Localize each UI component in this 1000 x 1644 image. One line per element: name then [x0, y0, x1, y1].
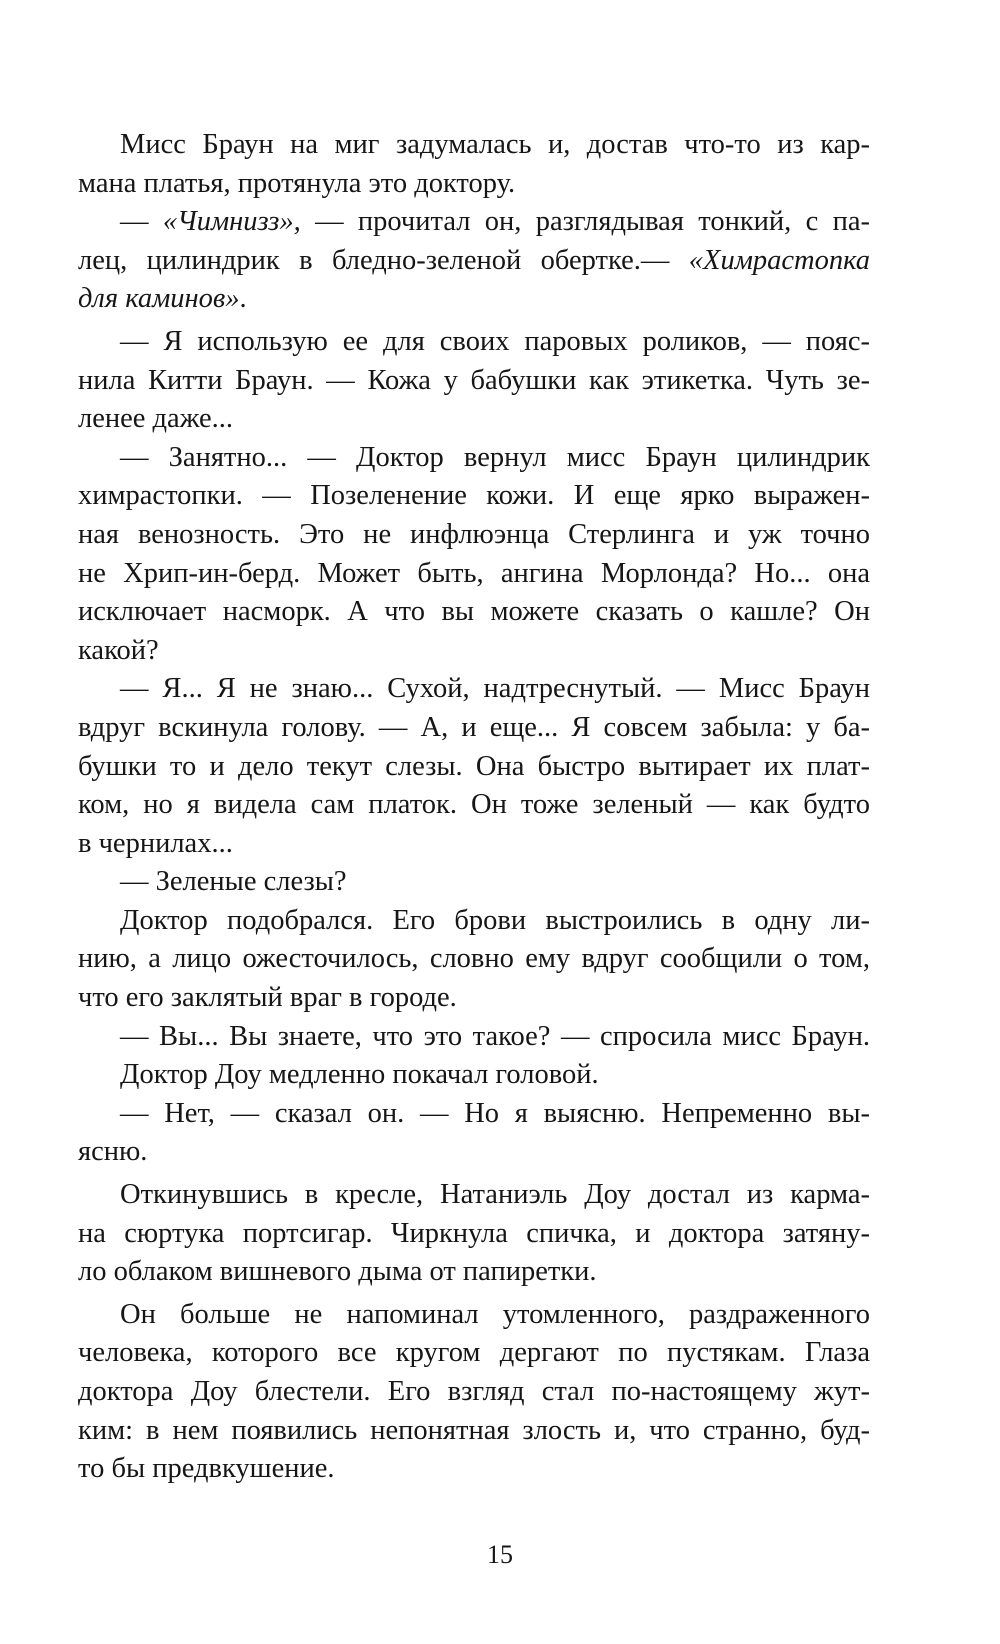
text-line: — Нет, — сказал он. — Но я выясню. Непременно вы-	[120, 1097, 870, 1129]
text-line: в чернилах...	[78, 827, 233, 859]
text-line: ком, но я видела сам платок. Он тоже зеленый — как будто	[78, 789, 870, 821]
text-line: какой?	[78, 634, 159, 666]
text-span: —	[120, 206, 163, 238]
text-line: Доктор Доу медленно покачал головой.	[120, 1059, 599, 1091]
text-line: Он больше не напоминал утомленного, раздраженного	[120, 1298, 870, 1330]
italic-text: «Химрастопка	[688, 244, 870, 276]
text-line	[78, 203, 870, 242]
text-line: — Зеленые слезы?	[120, 866, 347, 898]
text-line: ная венозность. Это не инфлюэнца Стерлинга и уж точно	[78, 518, 870, 550]
italic-text: для каминов»	[78, 283, 240, 315]
italic-text: «Чимнизз»,	[162, 206, 301, 238]
text-line: — Я... Я не знаю... Сухой, надтреснутый. — Мисс Браун	[120, 673, 870, 705]
text-line: нила Китти Браун. — Кожа у бабушки как этикетка. Чуть зе-	[78, 364, 870, 396]
text-line: не Хрип-ин-берд. Может быть, ангина Морлонда? Но... она	[78, 557, 870, 589]
text-line: — Я использую ее для своих паровых роликов, — пояс-	[120, 325, 870, 357]
text-line: ким: в нем появились непонятная злость и, что странно, буд-	[78, 1414, 870, 1446]
text-line: ясню.	[78, 1136, 148, 1168]
text-line: ленее даже...	[78, 403, 234, 435]
text-span: лец, цилиндрик в бледно-зеленой обертке.—	[78, 244, 689, 276]
text-line: исключает насморк. А что вы можете сказать о кашле? Он	[78, 596, 870, 628]
text-line	[78, 280, 870, 319]
text-line: Доктор подобрался. Его брови выстроились в одну ли-	[120, 904, 870, 936]
text-line: мана платья, протянула это доктору.	[78, 167, 516, 199]
text-line: нию, а лицо ожесточилось, словно ему вдруг сообщили о том,	[78, 943, 870, 975]
text-line	[78, 242, 870, 281]
text-line: вдруг вскинула голову. — А, и еще... Я совсем забыла: у ба-	[78, 711, 870, 743]
body-text	[78, 126, 870, 1489]
text-line: ло облаком вишневого дыма от папиретки.	[78, 1256, 597, 1288]
text-line: — Вы... Вы знаете, что это такое? — спросила мисс Браун.	[120, 1020, 870, 1052]
text-line: Мисс Браун на миг задумалась и, достав что-то из кар-	[120, 129, 870, 160]
text-line: доктора Доу блестели. Его взгляд стал по-настоящему жут-	[78, 1376, 870, 1407]
text-line: то бы предвкушение.	[78, 1453, 335, 1485]
text-span: .	[239, 283, 247, 315]
text-span: — прочитал он, разглядывая тонкий, с па-	[300, 206, 870, 238]
text-line: Откинувшись в кресле, Натаниэль Доу достал из карма-	[120, 1179, 870, 1211]
text-line: — Занятно... — Доктор вернул мисс Браун цилиндрик	[120, 441, 870, 473]
text-line: химрастопки. — Позеленение кожи. И еще ярко выражен-	[78, 480, 870, 512]
page-number: 15	[487, 1540, 513, 1569]
text-line: человека, которого все кругом дергают по пустякам. Глаза	[78, 1337, 870, 1369]
text-line: на сюртука портсигар. Чиркнула спичка, и доктора затяну-	[78, 1217, 870, 1249]
text-line: что его заклятый враг в городе.	[78, 982, 457, 1014]
text-line: бушки то и дело текут слезы. Она быстро вытирает их плат-	[78, 750, 870, 782]
